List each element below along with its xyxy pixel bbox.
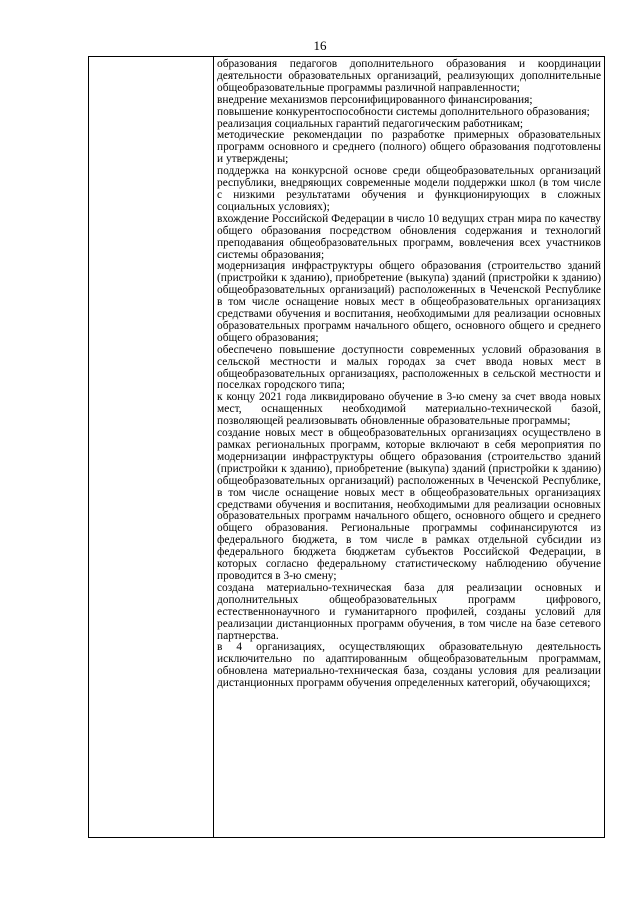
- paragraph: поддержка на конкурсной основе среди общеобразовательных организаций республики, внедряющих современные модели поддержки школ (в том числе с низкими результатами обучения и функционирующих в сложных социальных условиях);: [217, 165, 601, 213]
- cell-content: [214, 57, 604, 690]
- paragraph: реализация социальных гарантий педагогическим работникам;: [217, 117, 524, 130]
- table-cell-left: [89, 57, 214, 838]
- paragraph: методические рекомендации по разработке примерных образовательных программ основного и среднего (полного) общего образования подготовлены и утверждены;: [217, 129, 601, 166]
- paragraph: создана материально-техническая база для реализации основных и дополнительных общеобразовательных программ цифрового, естественнонаучного и гуманитарного профилей, созданы условий для реализации дистанционных программ обучения, в том числе на базе сетевого партнерства.: [217, 581, 601, 642]
- document-table: [88, 56, 605, 838]
- table-row: [89, 57, 605, 838]
- page-number: 16: [313, 38, 327, 53]
- paragraph: обеспечено повышение доступности современных условий образования в сельской местности и малых городах за счет ввода новых мест в общеобразовательных организациях, расположенных в сельской местности и поселках городского типа;: [217, 343, 601, 392]
- paragraph: образования педагогов дополнительного образования и координации деятельности образовательных организаций, реализующих дополнительные общеобразовательные программы различной направленности;: [217, 58, 601, 94]
- paragraph: к концу 2021 года ликвидировано обучение в 3-ю смену за счет ввода новых мест, оснащенных необходимой материально-технической базой, позволяющей реализовывать обновленные образовательные программы;: [217, 391, 601, 428]
- paragraph: в 4 организациях, осуществляющих образовательную деятельность исключительно по адаптированным общеобразовательным программам, обновлена материально-техническая база, созданы условия для реализации дистанционных программ обучения определенных категорий, обучающихся;: [217, 641, 601, 690]
- paragraph: повышение конкурентоспособности системы дополнительного образования;: [217, 105, 590, 118]
- paragraph: создание новых мест в общеобразовательных организациях осуществлено в рамках региональных программ, которые включают в себя мероприятия по модернизации инфраструктуры общего образования (строительство зданий (пристройки к зданию), приобретение (выкупа) зданий (пристройки к зданию) общеобразовательных организаций) расположенных в Чеченской Республике, в том числе оснащение новых мест в общеобразовательных организациях средствами обучения и воспитания, необходимыми для реализации основных образовательных программ начального общего, основного общего и среднего общего образования. Региональные программы софинансируются из федерального бюджета, в том числе в рамках отдельной субсидии из федерального бюджета бюджетам субъектов Российской Федерации, в которых согласно федеральному статистическому наблюдению обучение проводится в 3-ю смену;: [217, 427, 601, 582]
- paragraph: внедрение механизмов персонифицированного финансирования;: [217, 93, 533, 106]
- table-cell-right: [214, 57, 605, 838]
- paragraph: вхождение Российской Федерации в число 10 ведущих стран мира по качеству общего образования посредством обновления содержания и технологий преподавания общеобразовательных программ, вовлечения всех участников системы образования;: [217, 212, 601, 261]
- paragraph: модернизация инфраструктуры общего образования (строительство зданий (пристройки к зданию), приобретение (выкупа) зданий (пристройки к зданию) общеобразовательных организаций) расположенных в Чеченской Республике в том числе оснащение новых мест в общеобразовательных организациях средствами обучения и воспитания, необходимыми для реализации основных образовательных программ начального общего, основного общего и среднего общего образования;: [217, 260, 601, 344]
